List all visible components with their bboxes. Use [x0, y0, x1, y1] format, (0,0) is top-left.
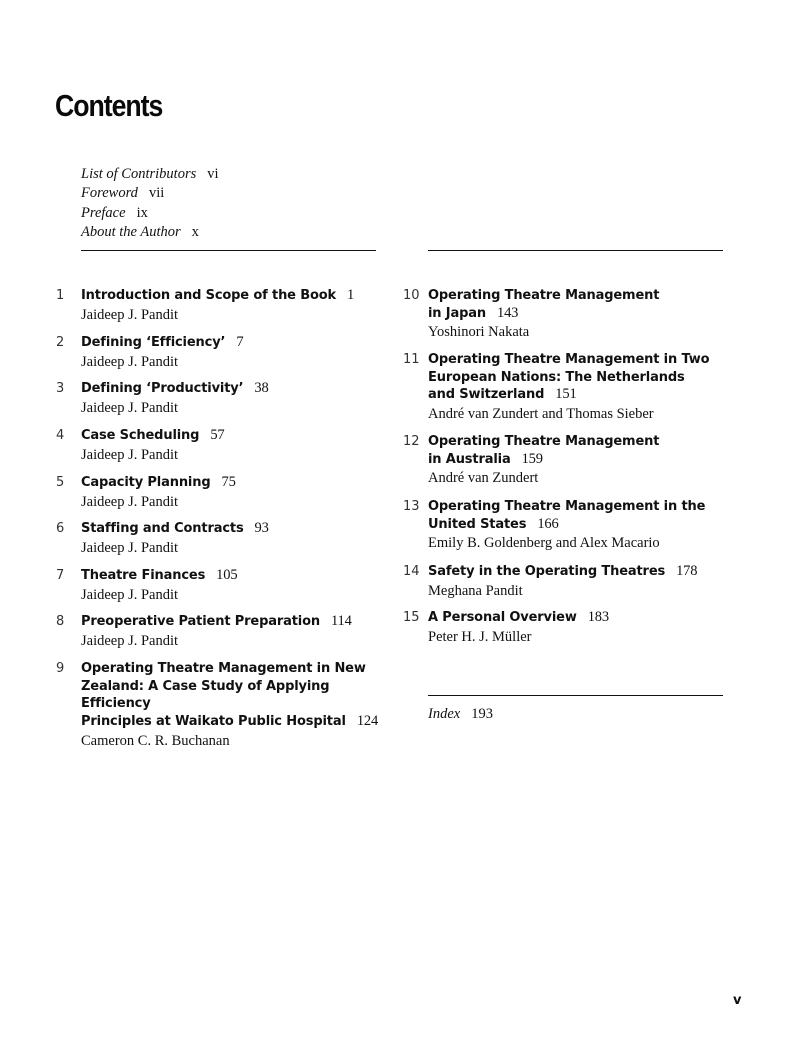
chapter-entry[interactable]	[403, 498, 706, 553]
front-matter-list	[81, 165, 219, 242]
chapter-author: Yoshinori Nakata	[428, 324, 530, 341]
chapter-entry[interactable]	[56, 520, 269, 557]
chapter-number: 8	[56, 614, 65, 629]
page-number: 178	[676, 563, 698, 579]
chapter-author: Jaideep J. Pandit	[81, 493, 179, 510]
chapter-entry[interactable]	[403, 351, 710, 424]
page-number: 114	[331, 613, 352, 629]
chapter-title: Staffing and Contracts	[81, 521, 244, 536]
page-number: 143	[496, 304, 519, 321]
front-matter-item[interactable]	[81, 223, 219, 242]
chapter-entry[interactable]	[56, 613, 352, 650]
chapter-title: Case Scheduling	[81, 428, 200, 443]
chapter-entry[interactable]	[403, 609, 609, 646]
chapter-author: Jaideep J. Pandit	[81, 353, 179, 370]
page-number: 38	[254, 380, 269, 396]
chapter-number: 11	[403, 352, 420, 367]
chapter-author: Jaideep J. Pandit	[81, 399, 179, 416]
divider-left	[81, 250, 376, 251]
page-number: 124	[356, 713, 379, 730]
front-matter-label: Foreword	[81, 185, 138, 202]
chapter-number: 15	[403, 610, 420, 625]
title-line: and Switzerland	[428, 387, 545, 403]
chapter-author: Cameron C. R. Buchanan	[81, 732, 230, 749]
front-matter-label: About the Author	[81, 223, 181, 240]
page-number: 166	[537, 515, 559, 532]
chapter-number: 3	[56, 381, 65, 396]
title-line: Zealand: A Case Study of Applying Efficiency	[81, 678, 330, 712]
page-number: 75	[221, 474, 236, 490]
title-line: European Nations: The Netherlands	[428, 369, 685, 385]
chapter-number: 10	[403, 288, 420, 303]
page-number: vii	[148, 185, 165, 202]
front-matter-item[interactable]	[81, 184, 219, 203]
title-line: United States	[428, 516, 527, 532]
chapter-title	[428, 287, 659, 322]
chapter-title	[428, 498, 705, 533]
index-label: Index	[428, 706, 461, 722]
chapter-title: Defining ‘Productivity’	[81, 381, 244, 396]
chapter-number: 9	[56, 661, 65, 676]
chapter-title: A Personal Overview	[428, 610, 577, 625]
title-line: Principles at Waikato Public Hospital	[81, 714, 346, 730]
chapter-number: 12	[403, 434, 420, 449]
page-number: 105	[216, 567, 238, 583]
page-number: 193	[471, 706, 493, 722]
page-title: Contents	[55, 88, 163, 123]
chapter-author: Emily B. Goldenberg and Alex Macario	[428, 535, 660, 552]
chapter-title: Introduction and Scope of the Book	[81, 288, 337, 303]
chapter-title: Theatre Finances	[81, 568, 206, 583]
chapter-entry[interactable]	[56, 660, 391, 750]
page-number: 183	[587, 609, 609, 625]
title-line: Operating Theatre Management in Two	[428, 352, 710, 367]
page-number: 57	[210, 427, 225, 443]
page-number: 1	[347, 287, 355, 303]
chapter-author: André van Zundert	[428, 470, 539, 487]
chapter-entry[interactable]	[56, 334, 244, 371]
chapter-author: André van Zundert and Thomas Sieber	[428, 406, 654, 423]
chapter-entry[interactable]	[403, 287, 660, 342]
page-number: 151	[555, 386, 577, 403]
page-folio: v	[733, 993, 742, 1008]
chapter-entry[interactable]	[56, 567, 238, 604]
title-line: Operating Theatre Management in New	[81, 661, 366, 676]
page-number: vi	[207, 166, 219, 182]
chapter-author: Jaideep J. Pandit	[81, 586, 179, 603]
chapter-author: Meghana Pandit	[428, 582, 523, 599]
chapter-number: 5	[56, 475, 65, 490]
chapter-title: Capacity Planning	[81, 475, 211, 490]
chapter-title: Safety in the Operating Theatres	[428, 564, 666, 579]
front-matter-item[interactable]	[81, 165, 219, 184]
chapter-number: 7	[56, 568, 65, 583]
chapter-number: 6	[56, 521, 65, 536]
index-entry[interactable]	[428, 706, 493, 723]
page-number: x	[191, 223, 199, 240]
chapter-entry[interactable]	[56, 380, 269, 417]
title-line: in Australia	[428, 451, 511, 467]
chapter-author: Jaideep J. Pandit	[81, 446, 179, 463]
front-matter-label: List of Contributors	[81, 166, 197, 182]
chapter-number: 4	[56, 428, 65, 443]
chapter-title	[81, 660, 391, 731]
chapter-title: Preoperative Patient Preparation	[81, 614, 320, 629]
chapter-title	[428, 351, 709, 404]
chapter-number: 2	[56, 335, 65, 350]
page-number: 93	[254, 520, 269, 536]
chapter-entry[interactable]	[56, 287, 355, 324]
divider-right	[428, 250, 723, 251]
title-line: in Japan	[428, 305, 486, 321]
title-line: Operating Theatre Management	[428, 288, 660, 303]
chapter-title: Defining ‘Efficiency’	[81, 335, 226, 350]
title-line: Operating Theatre Management	[428, 434, 660, 449]
divider-index	[428, 695, 723, 696]
chapter-entry[interactable]	[403, 563, 698, 600]
chapter-title	[428, 433, 659, 468]
front-matter-label: Preface	[81, 204, 126, 221]
page-number: 159	[521, 450, 543, 467]
chapter-entry[interactable]	[56, 474, 236, 511]
chapter-entry[interactable]	[56, 427, 225, 464]
front-matter-item[interactable]	[81, 204, 219, 223]
chapter-author: Peter H. J. Müller	[428, 628, 532, 645]
chapter-number: 14	[403, 564, 420, 579]
chapter-author: Jaideep J. Pandit	[81, 306, 179, 323]
chapter-author: Jaideep J. Pandit	[81, 539, 179, 556]
page-number: ix	[136, 204, 148, 221]
chapter-number: 13	[403, 499, 420, 514]
title-line: Operating Theatre Management in the	[428, 499, 706, 514]
chapter-number: 1	[56, 288, 65, 303]
page-number: 7	[236, 334, 244, 350]
chapter-entry[interactable]	[403, 433, 660, 488]
chapter-author: Jaideep J. Pandit	[81, 632, 179, 649]
